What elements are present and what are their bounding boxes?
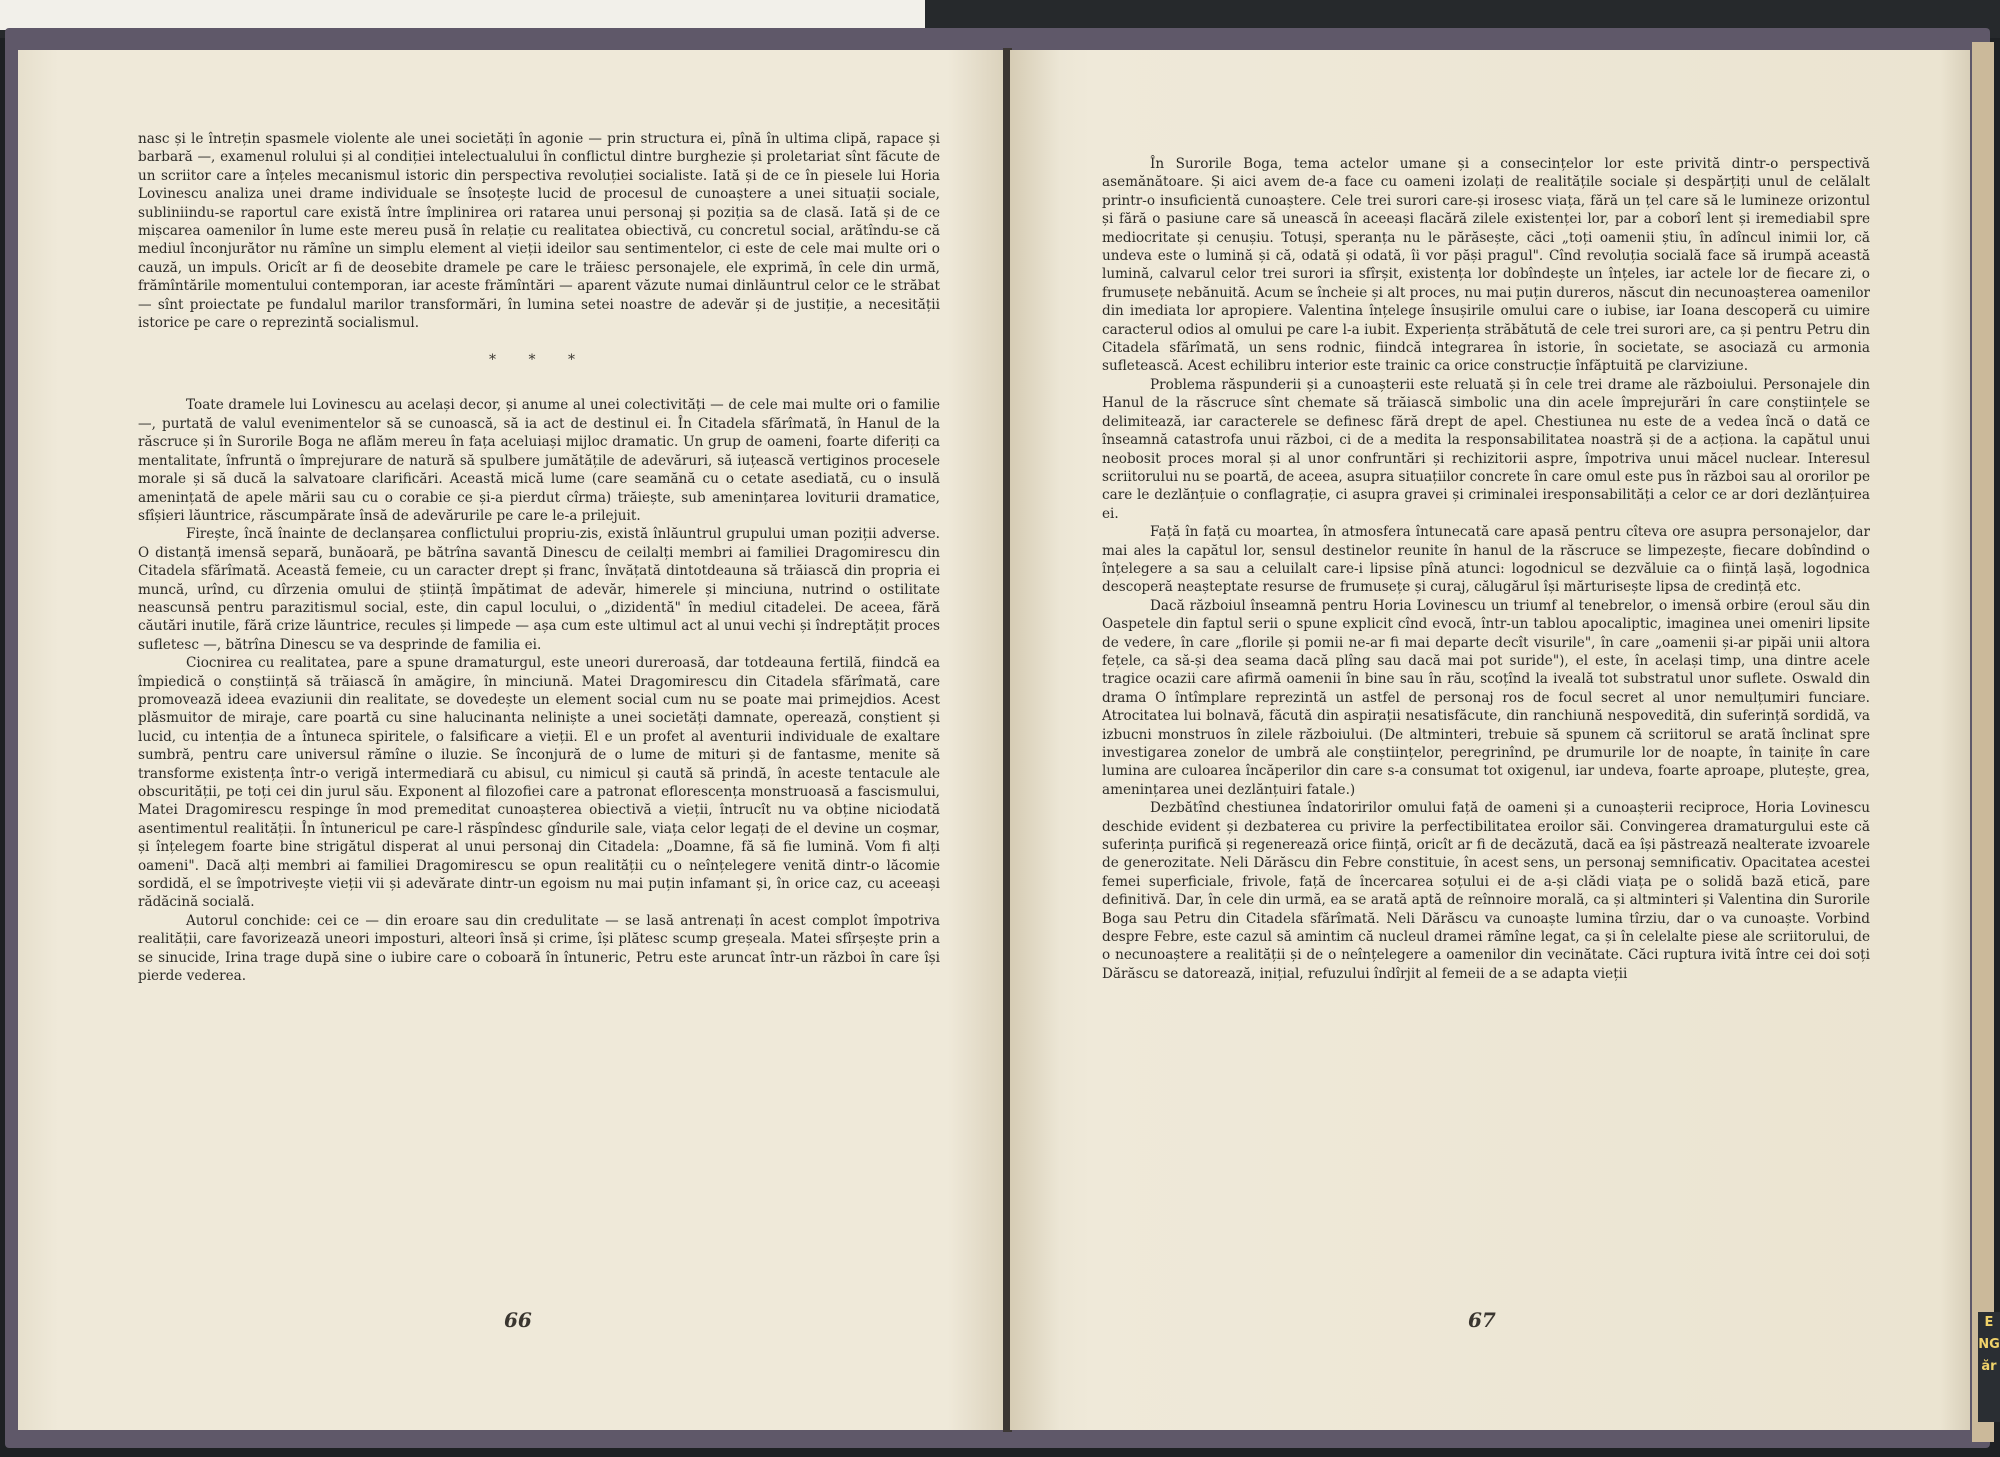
right-page <box>1010 50 1970 1430</box>
page-number-right: 67 <box>1468 1308 1496 1332</box>
left-paragraph-1: nasc și le întrețin spasmele violente ale unei societăți în agonie — prin structura ei, pînă în ultima clipă, rapace și barbară —, examenul rolului și al condiției intelectualului în conflictul dintre burghezie și proletariat sînt făcute de un scriitor care a înțeles mecanismul istoric din perspectiva revoluției socialiste. Iată și de ce în piesele lui Horia Lovinescu analiza unei drame individuale se însoțește lucid de procesul de cunoaștere a unei situații sociale, subliniindu-se raportul care există între împlinirea ori ratarea unui personaj și poziția sa de clasă. Iată și de ce mișcarea oamenilor în lume este mereu pusă în relație cu realitatea obiectivă, cu concretul social, arătîndu-se că mediul înconjurător nu rămîne un simplu element al vieții ideilor sau sentimentelor, ci este de cele mai multe ori o cauză, un impuls. Oricît ar fi de deosebite dramele pe care le trăiesc personajele, ele exprimă, în cele din urmă, frămîntările momentului contemporan, iar aceste frămîntări — aparent văzute numai dinlăuntrul celor ce le străbat — sînt proiectate pe fundalul marilor transformări, în lumina setei noastre de adevăr și de justiție, a necesității istorice pe care o reprezintă socialismul. <box>138 131 940 332</box>
section-separator: * * * <box>489 352 589 369</box>
right-paragraph-1: În Surorile Boga, tema actelor umane și a consecințelor lor este privită dintr-o perspectivă asemănătoare. Și aici avem de-a face cu oameni izolați de realitățile sociale și despărțiți unul de celălalt printr-o insuficientă cunoaștere. Cele trei surori care-și irosesc viața, fără un țel care să le lumineze orizontul și fără o pasiune care să unească în aceeași flacără zilele existenței lor, par a coborî lent și iremediabil spre mediocritate și cenușiu. Totuși, speranța nu le părăsește, căci „toți oamenii știu, în adîncul inimii lor, că undeva este o lumină și că, odată și odată, îi vor păși pragul". Cînd revoluția socială face să irumpă această lumină, calvarul celor trei surori ia sfîrșit, existența lor dobîndește un înțeles, iar actele lor de fiecare zi, o frumusețe nebănuită. Acum se încheie și alt proces, nu mai puțin dureros, născut din necunoașterea oamenilor din imediata lor apropiere. Valentina înțelege însușirile omului care o iubise, iar Ioana descoperă cu uimire caracterul odios al omului pe care l-a iubit. Experiența străbătută de cele trei surori are, ca și pentru Petru din Citadela sfărîmată, un sens rodnic, fiindcă integrarea în istorie, în societate, se asociază cu armonia sufletească. Acest echilibru interior este trainic ca orice construcție înfăptuită pe clarviziune. <box>1102 156 1870 375</box>
right-paragraph-3: Față în față cu moartea, în atmosfera întunecată care apasă pentru cîteva ore asupra personajelor, dar mai ales la capătul lor, sensul destinelor reunite în hanul de la răscruce se limpezește, fiecare dobîndind o înțelegere a sa sau a celuilalt care-i lipsise pînă atunci: logodnicul se dezvăluie ca o ființă lașă, logodnica descoperă neașteptate resurse de frumusețe și curaj, călugărul își mărturisește lipsa de credință etc. <box>1102 524 1870 596</box>
adjacent-book-label: E NG ăr <box>1978 1312 2000 1422</box>
left-page-text <box>138 130 940 985</box>
right-paragraph-4: Dacă războiul înseamnă pentru Horia Lovinescu un triumf al tenebrelor, o imensă orbire (eroul său din Oaspetele din faptul serii o spune explicit cînd evocă, într-un tablou apocaliptic, imaginea unei omeniri lipsite de vedere, în care „florile și pomii ne-ar fi mai departe decît visurile", în care „oamenii și-ar pipăi unii altora fețele, ca să-și dea seama dacă plîng sau dacă mai pot suride"), el este, în același timp, una dintre acele tragice ocazii care afirmă oamenii în bine sau în rău, scoțînd la iveală tot substratul unor suflete. Oswald din drama O întîmplare reprezintă un astfel de personaj ros de focul secret al unor nemulțumiri funciare. Atrocitatea lui bolnavă, făcută din aspirații nesatisfăcute, din ranchiună nespovedită, din suferință sordidă, va izbucni monstruos în zilele războiului. (De altminteri, trebuie să spunem că scriitorul se arată înclinat spre investigarea zonelor de umbră ale conștiințelor, peregrinînd, pe drumurile lor de noapte, în tainițe în care lumina are culoarea încăperilor din care s-a consumat tot oxigenul, iar undeva, foarte aproape, plutește, grea, amenințarea unei dezlănțuiri fatale.) <box>1102 597 1870 798</box>
left-paragraph-3: Firește, încă înainte de declanșarea conflictului propriu-zis, există înlăuntrul grupului uman poziții adverse. O distanță imensă separă, bunăoară, pe bătrîna savantă Dinescu de ceilalți membri ai familiei Dragomirescu din Citadela sfărîmată. Această femeie, cu un caracter drept și franc, învățată dintotdeauna să trăiască din propria ei muncă, urînd, cu dîrzenia omului de știință împătimat de adevăr, himerele și minciuna, nutrind o ostilitate neascunsă pentru parazitismul social, este, din capul locului, o „dizidentă" în mediul citadelei. De aceea, fără căutări inutile, fără crize lăuntrice, recules și limpede — așa cum este ultimul act al unui vechi și îndreptățit proces sufletesc —, bătrîna Dinescu se va desprinde de familia ei. <box>138 526 940 653</box>
adjacent-book-edge <box>1972 42 1994 1442</box>
page-number-left: 66 <box>504 1308 532 1332</box>
left-paragraph-5: Autorul conchide: cei ce — din eroare sau din credulitate — se lasă antrenați în acest complot împotriva realității, care favorizează uneori imposturi, alteori însă și crime, își plătesc scump greșeala. Matei sfîrșește prin a se sinucide, Irina trage după sine o iubire care o coboară în întuneric, Petru este aruncat într-un război în care își pierde vederea. <box>138 912 940 985</box>
left-paragraph-2: Toate dramele lui Lovinescu au același decor, și anume al unei colectivități — de cele mai multe ori o familie —, purtată de valul evenimentelor să se cunoască, să ia act de destinul ei. În Citadela sfărîmată, în Hanul de la răscruce și în Surorile Boga ne aflăm mereu în fața aceluiași mijloc dramatic. Un grup de oameni, foarte diferiți ca mentalitate, înfruntă o împrejurare de natură să spulbere jumătățile de adevăruri, să iuțească vertiginos procesele morale și să ducă la salvatoare clarificări. Această mică lume (care seamănă cu o cetate asediată, cu o insulă amenințată de apele mării sau cu o corabie ce și-a pierdut cîrma) trăiește, sub amenințarea loviturii dramatice, sfîșieri lăuntrice, răscumpărate însă de adevărurile pe care le-a prilejuit. <box>138 397 940 524</box>
scan-paper-edge <box>0 0 925 30</box>
left-page <box>18 50 1008 1430</box>
right-page-text <box>1102 155 1870 983</box>
right-paragraph-5: Dezbătînd chestiunea îndatoririlor omului față de oameni și a cunoașterii reciproce, Horia Lovinescu deschide evident și dezbaterea cu privire la perfectibilitatea eroilor săi. Convingerea dramaturgului este că suferința purifică și regenerează orice ființă, oricît ar fi de decăzută, dacă ea își păstrează nealterate izvoarele de generozitate. Neli Dărăscu din Febre constituie, în acest sens, un personaj semnificativ. Opacitatea acestei femei superficiale, frivole, față de încercarea soțului ei de a-și clădi viața pe o solidă bază etică, pare definitivă. Dar, în cele din urmă, ea se arată aptă de reînnoire morală, ca și altminteri și Valentina din Surorile Boga sau Petru din Citadela sfărîmată. Neli Dărăscu va cunoaște lumina tîrziu, dar o va cunoaște. Vorbind despre Febre, este cazul să amintim că nucleul dramei rămîne legat, ca și în celelalte piese ale scriitorului, de o necunoaștere a realității și de o neînțelegere a oamenilor din vecinătate. Căci ruptura ivită între cei doi soți Dărăscu se datorează, inițial, refuzului îndîrjit al femeii de a se adapta vieții <box>1102 800 1870 982</box>
right-paragraph-2: Problema răspunderii și a cunoașterii este reluată și în cele trei drame ale războiului. Personajele din Hanul de la răscruce sînt chemate să trăiască simbolic una din acele împrejurări în care conștiințele se delimitează, iar caracterele se definesc fără drept de apel. Chestiunea nu este de a vedea încă o dată ce înseamnă catastrofa unui război, ci de a medita la responsabilitatea noastră și de a acționa. la capătul unui neobosit proces moral și al unor confruntări și rechizitorii aspre, împotriva unui măcel nuclear. Interesul scriitorului nu se poartă, de aceea, asupra situațiilor concrete în care omul este pus în război sau al ororilor pe care le dezlănțuie o conflagrație, ci asupra gravei și criminalei iresponsabilități a celor ce ar dori dezlănțuirea ei. <box>1102 376 1870 522</box>
left-paragraph-4: Ciocnirea cu realitatea, pare a spune dramaturgul, este uneori dureroasă, dar totdeauna fertilă, fiindcă ea împiedică o conștiință să trăiască în amăgire, în minciună. Matei Dragomirescu din Citadela sfărîmată, care promovează ideea evaziunii din realitate, se dovedește un element social cum nu se poate mai primejdios. Acest plăsmuitor de miraje, care poartă cu sine halucinanta neliniște a unei societăți damnate, operează, conștient și lucid, cu intenția de a întuneca spiritele, o falsificare a vieții. El e un profet al aventurii individuale de exaltare sumbră, pentru care universul rămîne o iluzie. Se înconjură de o lume de mituri și de fantasme, menite să transforme existența într-o verigă intermediară cu abisul, cu nimicul și caută să prindă, în aceste tentacule ale obscurității, pe toți cei din jurul său. Exponent al filozofiei care a patronat eflorescența monstruoasă a fascismului, Matei Dragomirescu respinge în mod premeditat cunoașterea obiectivă a vieții, întrucît nu va obține niciodată asentimentul realității. În întunericul pe care-l răspîndesc gîndurile sale, viața celor legați de el devine un coșmar, și înțelegem foarte bine strigătul disperat al unui personaj din Citadela: „Doamne, fă să fie lumină. Vom fi alți oameni". Dacă alți membri ai familiei Dragomirescu se opun realității cu o neînțelegere venită dintr-o lăcomie sordidă, el se împotrivește vieții vii și adevărate dintr-un egoism nu mai puțin infamant și, în orice caz, cu aceeași rădăcină socială. <box>138 655 940 911</box>
